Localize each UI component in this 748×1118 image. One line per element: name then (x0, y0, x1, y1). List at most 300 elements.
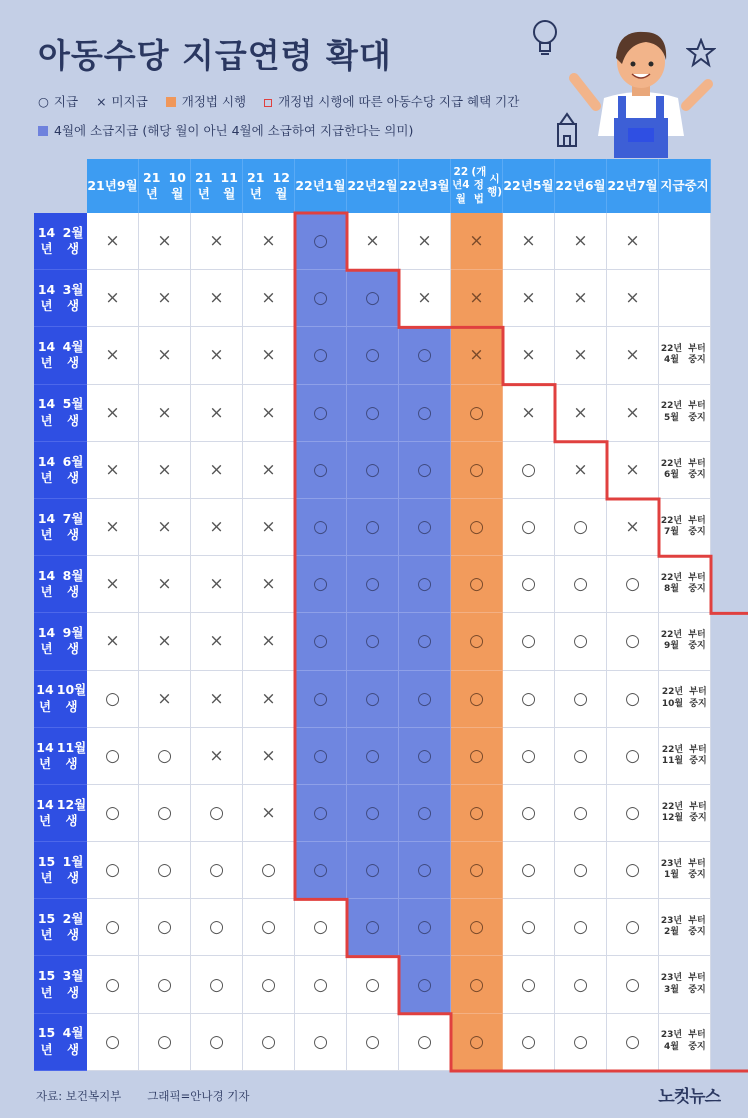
table-cell: × (191, 499, 243, 556)
stop-cell-line: 부터 중지 (688, 458, 706, 480)
table-cell: × (451, 213, 503, 270)
table-cell: ○ (347, 613, 399, 670)
table-cell: ○ (399, 1014, 451, 1071)
column-header-line: 22년 (503, 178, 533, 194)
table-cell: ○ (139, 899, 191, 956)
table-cell: × (139, 385, 191, 442)
table-cell: ○ (555, 556, 607, 613)
table-cell: ○ (399, 899, 451, 956)
table-cell: × (451, 270, 503, 327)
table-cell: × (607, 327, 659, 384)
table-cell: ○ (295, 442, 347, 499)
table-cell: ○ (399, 842, 451, 899)
table-cell: ○ (191, 899, 243, 956)
stop-cell-line: 부터 중지 (688, 973, 706, 995)
table-cell: × (191, 728, 243, 785)
table-cell: × (139, 613, 191, 670)
table-cell: × (87, 327, 139, 384)
row-header-line: 1월생 (62, 853, 84, 886)
stop-cell-line: 23년4월 (660, 1030, 683, 1052)
row-header-line: 14년 (36, 739, 54, 771)
table-cell: ○ (503, 956, 555, 1013)
row-header (34, 671, 87, 728)
table-cell: ○ (451, 671, 503, 728)
stop-cell-line: 부터 중지 (688, 858, 706, 881)
table-cell: ○ (555, 1014, 607, 1071)
stop-cell-line: 22년8월 (660, 572, 683, 595)
table-cell: × (243, 671, 295, 728)
table-cell: ○ (87, 728, 139, 785)
row-header (34, 899, 87, 956)
table-cell: × (243, 442, 295, 499)
column-header-line: 지급 (660, 178, 685, 194)
table-cell: ○ (139, 956, 191, 1013)
table-cell: ○ (451, 556, 503, 613)
row-header (34, 270, 87, 327)
row-header (34, 442, 87, 499)
table-cell: ○ (295, 385, 347, 442)
table-cell: × (555, 270, 607, 327)
stop-cell-line: 부터 중지 (688, 515, 706, 538)
stop-cell (659, 213, 711, 270)
column-header-line: 21년 (87, 178, 117, 194)
table-cell: ○ (295, 270, 347, 327)
table-cell: × (139, 270, 191, 327)
stop-cell (659, 499, 711, 556)
table-cell: ○ (503, 1014, 555, 1071)
table-cell: × (191, 442, 243, 499)
column-header-line: 22년4월 (452, 166, 470, 205)
column-header (347, 159, 399, 213)
table-cell: ○ (87, 899, 139, 956)
legend-law-effective: 개정법 시행 (166, 94, 246, 109)
stop-cell-line: 부터 중지 (689, 801, 707, 823)
column-header (399, 159, 451, 213)
column-header-line: 6월 (584, 178, 606, 194)
table-cell: ○ (347, 327, 399, 384)
stop-cell (659, 556, 711, 613)
stop-cell-line: 22년6월 (660, 458, 683, 480)
table-cell: ○ (295, 327, 347, 384)
table-cell: × (191, 671, 243, 728)
row-header (34, 556, 87, 613)
row-header-line: 15년 (37, 1025, 56, 1057)
table-cell: ○ (555, 499, 607, 556)
stop-cell (659, 899, 711, 956)
table-cell: ○ (399, 327, 451, 384)
stop-cell-line: 22년9월 (660, 630, 683, 652)
column-header (659, 159, 711, 213)
row-header-line: 14년 (36, 796, 54, 828)
table-cell: ○ (399, 556, 451, 613)
table-cell: ○ (607, 785, 659, 842)
row-header-line: 12월생 (56, 796, 87, 828)
table-cell: ○ (451, 728, 503, 785)
table-cell: ○ (503, 671, 555, 728)
table-cell: ○ (503, 556, 555, 613)
row-header-line: 14년 (37, 625, 56, 657)
stop-cell-line: 22년5월 (660, 401, 683, 423)
table-cell: × (347, 213, 399, 270)
row-header-line: 5월생 (62, 396, 84, 428)
table-cell: ○ (399, 956, 451, 1013)
table-cell: × (503, 270, 555, 327)
table-cell: ○ (347, 899, 399, 956)
benefit-table (34, 159, 711, 1071)
table-cell: × (87, 499, 139, 556)
table-cell: ○ (451, 842, 503, 899)
row-header-line: 9월생 (62, 625, 84, 657)
column-header-line: 22년 (607, 178, 637, 194)
table-cell: ○ (347, 556, 399, 613)
table-cell: ○ (555, 956, 607, 1013)
stop-cell-line: 22년10월 (661, 687, 684, 709)
row-header-line: 14년 (37, 567, 56, 600)
table-cell: × (451, 327, 503, 384)
blue-swatch-icon (38, 126, 48, 136)
table-cell: ○ (503, 728, 555, 785)
row-header-line: 6월생 (62, 453, 84, 485)
row-header (34, 613, 87, 670)
row-header-line: 14년 (36, 682, 54, 714)
table-cell: ○ (451, 956, 503, 1013)
table-cell: ○ (451, 613, 503, 670)
column-header (243, 159, 295, 213)
table-cell: ○ (295, 842, 347, 899)
column-header-line: 1월 (324, 178, 346, 194)
stop-cell (659, 613, 711, 670)
column-header (451, 159, 503, 213)
table-cell: ○ (295, 556, 347, 613)
table-cell: × (555, 442, 607, 499)
table-cell: × (607, 213, 659, 270)
news-logo: 노컷뉴스 (658, 1087, 720, 1107)
column-header-line: 21년 (247, 170, 265, 201)
stop-cell (659, 1014, 711, 1071)
table-cell: ○ (555, 785, 607, 842)
row-header-line: 4월생 (62, 339, 84, 371)
lightbulb-icon (528, 18, 562, 58)
table-cell: × (503, 213, 555, 270)
row-header (34, 499, 87, 556)
table-cell: ○ (139, 842, 191, 899)
table-cell: ○ (503, 842, 555, 899)
table-cell: ○ (399, 442, 451, 499)
credit-text: 그래픽=안나경 기자 (147, 1089, 250, 1103)
row-header-line: 14년 (37, 339, 56, 371)
row-header-line: 2월생 (62, 911, 84, 943)
table-cell: ○ (243, 842, 295, 899)
table-cell: × (139, 671, 191, 728)
stop-cell (659, 956, 711, 1013)
table-cell: ○ (555, 671, 607, 728)
table-cell: × (399, 270, 451, 327)
table-cell: × (243, 213, 295, 270)
row-header (34, 1014, 87, 1071)
table-cell: ○ (503, 499, 555, 556)
table-cell: × (139, 499, 191, 556)
column-header (139, 159, 191, 213)
table-cell: × (87, 613, 139, 670)
table-cell: ○ (503, 899, 555, 956)
row-header-line: 8월생 (62, 567, 84, 600)
table-cell: ○ (503, 785, 555, 842)
table-cell: ○ (191, 1014, 243, 1071)
table-cell: ○ (347, 270, 399, 327)
table-cell: ○ (451, 1014, 503, 1071)
table-cell: × (243, 728, 295, 785)
table-cell: × (243, 499, 295, 556)
table-cell: ○ (451, 899, 503, 956)
table-cell: ○ (295, 728, 347, 785)
column-header (503, 159, 555, 213)
legend-unpaid: × 미지급 (96, 94, 148, 109)
table-cell: ○ (555, 842, 607, 899)
table-cell: ○ (399, 613, 451, 670)
table-cell: ○ (503, 442, 555, 499)
table-cell: ○ (139, 728, 191, 785)
row-header-line: 15년 (37, 968, 56, 1000)
row-header (34, 385, 87, 442)
row-header-line: 14년 (37, 282, 56, 314)
row-header-line: 15년 (37, 911, 56, 943)
table-cell: ○ (295, 613, 347, 670)
table-cell: × (555, 213, 607, 270)
table-cell: × (607, 385, 659, 442)
column-header-line: 3월 (428, 178, 450, 194)
column-header-line: 12월 (272, 170, 290, 201)
table-cell: ○ (191, 785, 243, 842)
stop-cell-line: 부터 중지 (688, 916, 706, 938)
table-cell: ○ (451, 442, 503, 499)
table-cell: × (243, 385, 295, 442)
column-header-line: 21년 (195, 170, 213, 201)
stop-cell (659, 785, 711, 842)
footer (36, 1088, 249, 1104)
table-cell: ○ (347, 1014, 399, 1071)
table-cell: × (243, 327, 295, 384)
row-header-line: 7월생 (62, 510, 84, 543)
table-cell: ○ (347, 842, 399, 899)
table-cell: ○ (243, 956, 295, 1013)
stop-cell (659, 442, 711, 499)
row-header (34, 327, 87, 384)
table-cell: × (139, 556, 191, 613)
stop-cell (659, 671, 711, 728)
table-cell: ○ (191, 842, 243, 899)
table-cell: × (191, 556, 243, 613)
table-cell: ○ (451, 785, 503, 842)
legend-paid: ○ 지급 (38, 94, 79, 109)
table-corner (34, 159, 87, 213)
table-cell: ○ (607, 613, 659, 670)
table-cell: × (87, 442, 139, 499)
stop-cell (659, 728, 711, 785)
table-cell: ○ (295, 956, 347, 1013)
table-cell: ○ (295, 785, 347, 842)
row-header (34, 785, 87, 842)
table-cell: ○ (451, 499, 503, 556)
column-header (87, 159, 139, 213)
table-cell: ○ (607, 842, 659, 899)
table-cell: ○ (347, 728, 399, 785)
table-cell: ○ (295, 499, 347, 556)
stop-cell-line: 부터 중지 (688, 344, 706, 366)
table-cell: ○ (399, 671, 451, 728)
stop-cell-line: 22년4월 (660, 344, 683, 366)
table-cell: ○ (87, 671, 139, 728)
stop-cell-line: 22년7월 (660, 515, 683, 538)
table-cell: × (555, 385, 607, 442)
column-header-line: (개정법 (471, 166, 487, 205)
column-header-line: 11월 (220, 170, 238, 201)
row-header-line: 3월생 (62, 968, 84, 1000)
stop-cell-line: 23년3월 (660, 973, 683, 995)
table-cell: ○ (607, 956, 659, 1013)
table-cell: × (555, 327, 607, 384)
table-cell: ○ (347, 956, 399, 1013)
column-header-line: 7월 (636, 178, 658, 194)
legend-row-2 (38, 121, 427, 139)
table-cell: × (139, 442, 191, 499)
column-header-line: 시행) (487, 172, 503, 198)
row-header-line: 10월생 (56, 682, 87, 714)
stop-cell (659, 842, 711, 899)
table-cell: ○ (503, 613, 555, 670)
stop-cell-line: 부터 중지 (688, 630, 706, 652)
table-cell: ○ (139, 1014, 191, 1071)
page-title: 아동수당 지급연령 확대 (38, 36, 392, 75)
row-header-line: 11월생 (56, 739, 87, 771)
table-cell: ○ (295, 1014, 347, 1071)
table-cell: ○ (347, 785, 399, 842)
table-cell: × (191, 613, 243, 670)
column-header-line: 22년 (347, 178, 377, 194)
row-header-line: 4월생 (62, 1025, 84, 1057)
column-header (555, 159, 607, 213)
table-cell: ○ (347, 499, 399, 556)
row-header-line: 14년 (37, 224, 56, 257)
column-header-line: 10월 (168, 170, 186, 201)
column-header (607, 159, 659, 213)
table-cell: ○ (87, 956, 139, 1013)
column-header (191, 159, 243, 213)
table-cell: × (503, 327, 555, 384)
table-cell: ○ (139, 785, 191, 842)
table-cell: × (503, 385, 555, 442)
row-header-line: 3월생 (62, 282, 84, 314)
legend-row-1 (38, 92, 533, 110)
stop-cell-line: 23년2월 (660, 916, 683, 938)
stop-cell-line: 22년11월 (661, 744, 684, 766)
column-header-line: 중지 (684, 178, 709, 194)
column-header-line: 22년 (555, 178, 585, 194)
table-cell: × (399, 213, 451, 270)
stop-cell-line: 부터 중지 (688, 572, 706, 595)
stop-cell-line: 부터 중지 (689, 744, 707, 766)
table-cell: ○ (295, 213, 347, 270)
table-cell: × (87, 213, 139, 270)
row-header (34, 213, 87, 270)
row-header (34, 728, 87, 785)
table-cell: ○ (555, 899, 607, 956)
column-header-line: 21년 (143, 170, 161, 201)
table-cell: ○ (399, 385, 451, 442)
stop-cell (659, 385, 711, 442)
table-cell: × (243, 613, 295, 670)
table-cell: × (191, 385, 243, 442)
table-cell: ○ (607, 899, 659, 956)
source-text: 자료: 보건복지부 (36, 1089, 122, 1103)
column-header-line: 22년 (399, 178, 429, 194)
table-cell: × (139, 327, 191, 384)
table-cell: ○ (607, 728, 659, 785)
table-cell: ○ (555, 613, 607, 670)
stop-cell-line: 부터 중지 (688, 1030, 706, 1052)
table-cell: × (607, 270, 659, 327)
table-cell: × (139, 213, 191, 270)
table-cell: ○ (243, 899, 295, 956)
table-cell: × (191, 270, 243, 327)
table-cell: ○ (607, 556, 659, 613)
row-header-line: 14년 (37, 453, 56, 485)
table-cell: × (607, 442, 659, 499)
table-cell: ○ (191, 956, 243, 1013)
table-cell: × (607, 499, 659, 556)
orange-swatch-icon (166, 97, 176, 107)
row-header-line: 2월생 (62, 224, 84, 257)
table-cell: × (243, 556, 295, 613)
stop-cell-line: 부터 중지 (688, 401, 706, 423)
table-cell: ○ (347, 385, 399, 442)
row-header-line: 15년 (37, 853, 56, 886)
table-cell: ○ (451, 385, 503, 442)
table-cell: ○ (347, 442, 399, 499)
table-cell: × (243, 785, 295, 842)
table-cell: ○ (87, 1014, 139, 1071)
table-cell: ○ (295, 899, 347, 956)
column-header (295, 159, 347, 213)
column-header-line: 2월 (376, 178, 398, 194)
row-header-line: 14년 (37, 396, 56, 428)
red-outline-swatch-icon (264, 99, 272, 107)
child-illustration (566, 18, 716, 158)
stop-cell (659, 327, 711, 384)
table-cell: × (243, 270, 295, 327)
row-header (34, 956, 87, 1013)
table-cell: × (87, 385, 139, 442)
column-header-line: 9월 (116, 178, 138, 194)
table-cell: ○ (87, 785, 139, 842)
table-cell: × (87, 270, 139, 327)
legend-retro: 4월에 소급지급 (해당 월이 아닌 4월에 소급하여 지급한다는 의미) (38, 123, 413, 138)
table-cell: ○ (243, 1014, 295, 1071)
row-header-line: 14년 (37, 510, 56, 543)
table-cell: ○ (399, 785, 451, 842)
table-cell: ○ (295, 671, 347, 728)
stop-cell (659, 270, 711, 327)
table-cell: ○ (399, 728, 451, 785)
table-cell: ○ (87, 842, 139, 899)
stop-cell-line: 22년12월 (661, 801, 684, 823)
stop-cell-line: 23년1월 (660, 858, 683, 881)
table-cell: × (191, 327, 243, 384)
table-cell: ○ (347, 671, 399, 728)
table-cell: ○ (607, 671, 659, 728)
column-header-line: 5월 (532, 178, 554, 194)
table-cell: ○ (399, 499, 451, 556)
legend-benefit-period: 개정법 시행에 따른 아동수당 지급 혜택 기간 (264, 94, 519, 109)
